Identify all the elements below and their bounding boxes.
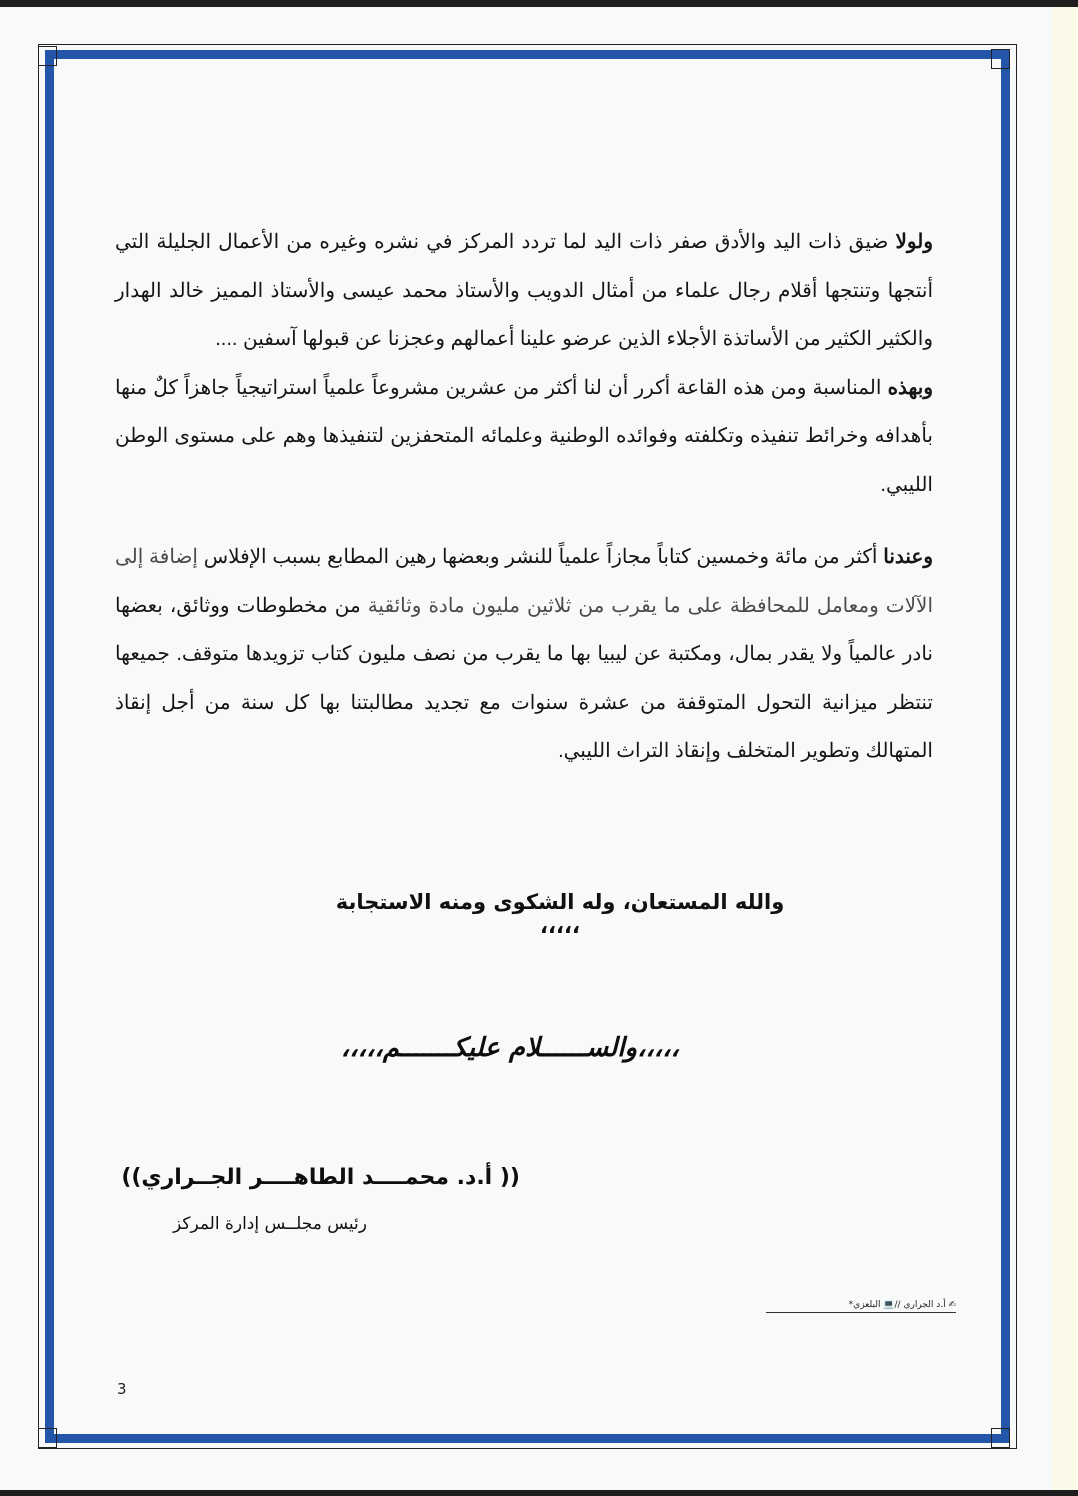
paragraph-3-line-2: إضافة إلى الآلات ومعامل للمحافظة على ما يقرب من ثلاثين مليون مادة وثائقية (115, 546, 933, 617)
letter-body (115, 218, 933, 776)
border-corner-top-left (38, 46, 57, 66)
salutation-text: ،،،،،والســــــلام عليكـــــــم،،،،، (340, 1033, 680, 1063)
footer-credit: ✍ أ.د الجراري //💻 البلعزي* (766, 1300, 956, 1313)
scan-edge (1052, 7, 1078, 1490)
paragraph-1-text: ضيق ذات اليد والأدق صفر ذات اليد لما تردد المركز في نشره وغيره من الأعمال الجليلة التي أنتجها وتنتجها أقلام رجال علماء من أمثال الدويب والأستاذ محمد عيسى والأستاذ المميز خالد الهدار والكثير الكثير من الأساتذة الأجلاء الذين عرضو علينا أعمالهم وعجزنا عن قبولها آسفين .... (115, 231, 933, 350)
closing-line: والله المستعان، وله الشكوى ومنه الاستجابة ،،،،، (335, 890, 785, 938)
border-corner-bottom-right (991, 1428, 1010, 1448)
paragraph-3-line-1: أكثر من مائة وخمسين كتاباً مجازاً علمياً للنشر وبعضها رهين المطابع بسبب الإفلاس (203, 546, 884, 568)
paragraph-2 (115, 364, 933, 510)
paragraph-3-lead: وعندنا (883, 546, 934, 568)
signatory-title: رئيس مجلــس إدارة المركز (172, 1214, 367, 1234)
paragraph-3 (115, 533, 933, 776)
paragraph-spacer (115, 509, 933, 533)
paragraph-2-text: المناسبة ومن هذه القاعة أكرر أن لنا أكثر من عشرين مشروعاً علمياً استراتيجياً جاهزاً كلٌ منها بأهدافه وخرائط تنفيذه وتكلفته وفوائده الوطنية وعلمائه المتحفزين لتنفيذها وهم على مستوى الوطن الليبي. (115, 376, 933, 496)
paragraph-1 (115, 218, 933, 364)
paragraph-3-rest: من مخطوطات ووثائق، بعضها نادر عالمياً ولا يقدر بمال، ومكتبة عن ليبيا بها ما يقرب من نصف مليون كتاب تزويدها متوقف. جميعها تنتظر ميزانية التحول المتوقفة من عشرة سنوات مع تجديد مطالبتنا بها كل سنة من أجل إنقاذ المتهالك وتطوير المتخلف وإنقاذ التراث الليبي. (115, 594, 933, 762)
paragraph-1-lead: ولولا (895, 231, 933, 253)
top-dark-edge (0, 0, 1078, 7)
page-number: 3 (117, 1380, 127, 1398)
paragraph-2-lead: وبهذه (887, 376, 933, 399)
border-corner-bottom-left (38, 1428, 57, 1448)
border-corner-top-right (991, 49, 1010, 69)
signatory-name: (( أ.د. محمــــد الطاهــــر الجــراري)) (121, 1165, 520, 1190)
bottom-dark-edge (0, 1490, 1078, 1496)
salutation-calligraphy (310, 1018, 710, 1088)
